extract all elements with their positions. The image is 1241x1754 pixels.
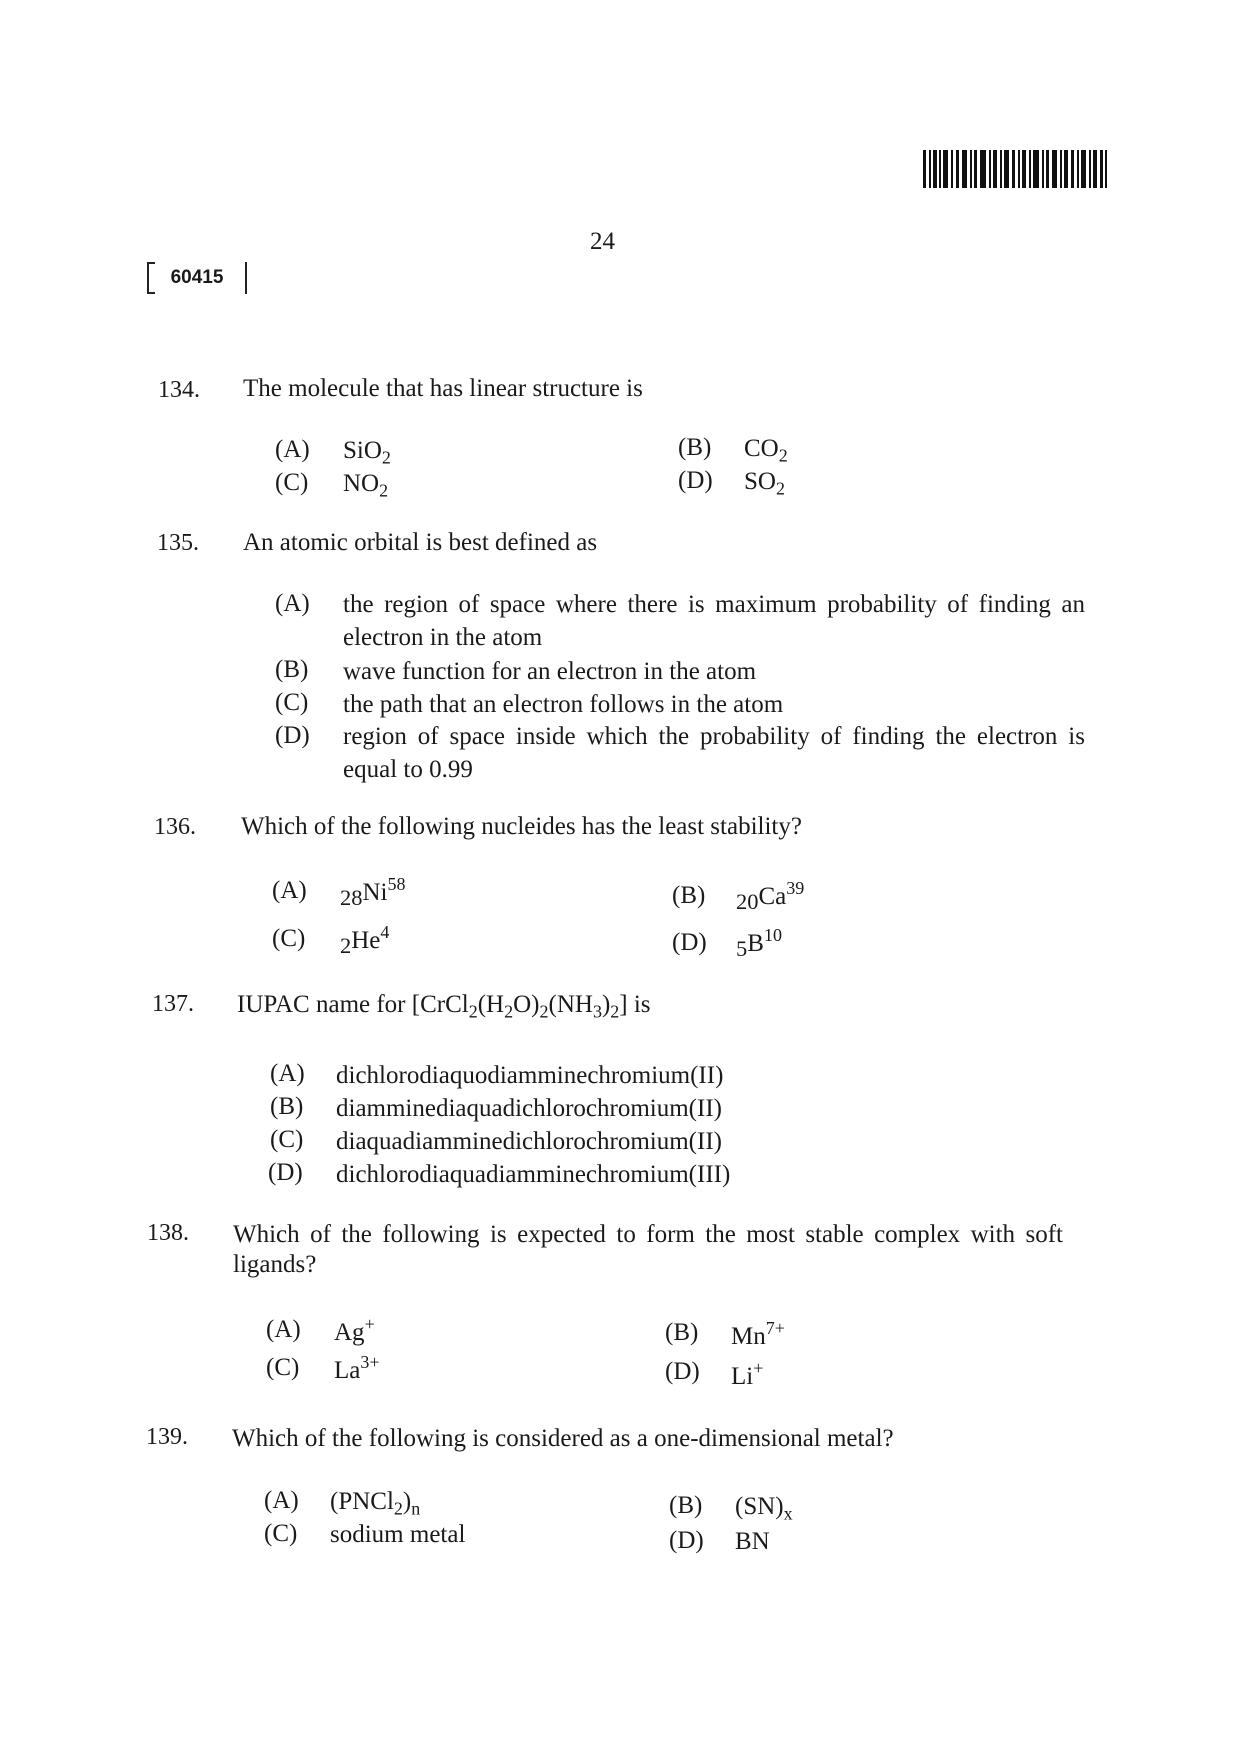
- option-letter: (A): [266, 1316, 301, 1343]
- option-text: 2He$^4$: [340, 922, 390, 958]
- option-letter: (D): [665, 1358, 700, 1385]
- option-text: the region of space where there is maximum probability of finding an electron in the atom: [343, 591, 1085, 651]
- option-text: $CO_2$: [744, 435, 788, 466]
- question-number: 139.: [146, 1424, 188, 1450]
- option-letter: (B): [678, 434, 712, 461]
- complex-formula: $[CrCl_2(H_2O)_2(NH_3)_2]$: [411, 991, 628, 1022]
- option-text: 28Ni$^{58}$: [340, 874, 406, 910]
- question-number: 138.: [147, 1220, 189, 1246]
- option-text: BN: [735, 1528, 770, 1555]
- option-letter: (C): [275, 689, 309, 716]
- option-text: diamminediaquadichlorochromium(II): [336, 1095, 722, 1122]
- question-number: 135.: [157, 530, 199, 556]
- option-text: Ag+: [334, 1314, 375, 1346]
- option-letter: (B): [665, 1319, 699, 1346]
- question-number: 134.: [158, 377, 200, 403]
- option-text: $(SN)_x$: [735, 1493, 793, 1524]
- option-letter: (B): [270, 1093, 304, 1120]
- option-text: SiO$_2$: [343, 437, 391, 468]
- option-text: sodium metal: [330, 1521, 466, 1548]
- option-text: dichlorodiaquadiamminechromium(III): [336, 1161, 731, 1188]
- option-letter: (C): [275, 469, 309, 496]
- option-letter: (C): [272, 925, 306, 952]
- option-letter: (B): [275, 656, 309, 683]
- option-letter: (C): [266, 1354, 300, 1381]
- option-text: $La^{3+}$: [334, 1352, 380, 1384]
- option-text: $NO_2$: [343, 470, 389, 501]
- option-letter: (B): [672, 882, 706, 909]
- question-number: 137.: [152, 991, 194, 1017]
- option-text: Li+: [731, 1358, 764, 1390]
- option-text: $SO_2$: [744, 468, 785, 499]
- paper-code-box: [147, 262, 247, 294]
- option-letter: (D): [669, 1527, 704, 1554]
- barcode: [923, 150, 1107, 188]
- option-letter: (D): [678, 467, 713, 494]
- option-text: $Mn^{7+}$: [731, 1318, 785, 1350]
- option-text: wave function for an electron in the atom: [343, 658, 757, 685]
- paper-code: 60415: [170, 267, 224, 288]
- option-letter: (A): [275, 436, 310, 463]
- option-letter: (A): [272, 877, 307, 904]
- question-number: 136.: [154, 814, 196, 840]
- option-letter: (A): [270, 1060, 305, 1087]
- option-letter: (C): [270, 1126, 304, 1153]
- option-text: diaquadiamminedichlorochromium(II): [336, 1128, 722, 1155]
- question-stem: Which of the following is expected to form the most stable complex with soft ligands?: [233, 1221, 1063, 1278]
- option-letter: (A): [264, 1487, 299, 1514]
- option-text: 20Ca$^{39}$: [736, 878, 805, 914]
- option-letter: (B): [669, 1492, 703, 1519]
- question-stem: An atomic orbital is best defined as: [243, 529, 598, 556]
- option-letter: (D): [268, 1159, 303, 1186]
- option-text: region of space inside which the probability of finding the electron is equal to 0.99: [343, 723, 1085, 783]
- question-stem: Which of the following nucleides has the least stability?: [241, 813, 802, 840]
- option-letter: (C): [264, 1520, 298, 1547]
- option-letter: (D): [672, 929, 707, 956]
- question-stem: The molecule that has linear structure is: [243, 375, 643, 402]
- option-letter: (A): [275, 590, 310, 617]
- page-number: 24: [590, 228, 615, 255]
- option-letter: (D): [275, 722, 310, 749]
- option-text: $5B^{10}$: [736, 925, 782, 961]
- option-text: $(PNCl_2)_n$: [330, 1488, 421, 1519]
- option-text: the path that an electron follows in the atom: [343, 691, 784, 718]
- option-text: dichlorodiaquodiamminechromium(II): [336, 1062, 724, 1089]
- question-stem: Which of the following is considered as a one-dimensional metal?: [232, 1425, 894, 1452]
- question-stem: IUPAC name for $[CrCl_2(H_2O)_2(NH_3)_2]$ is: [237, 991, 651, 1022]
